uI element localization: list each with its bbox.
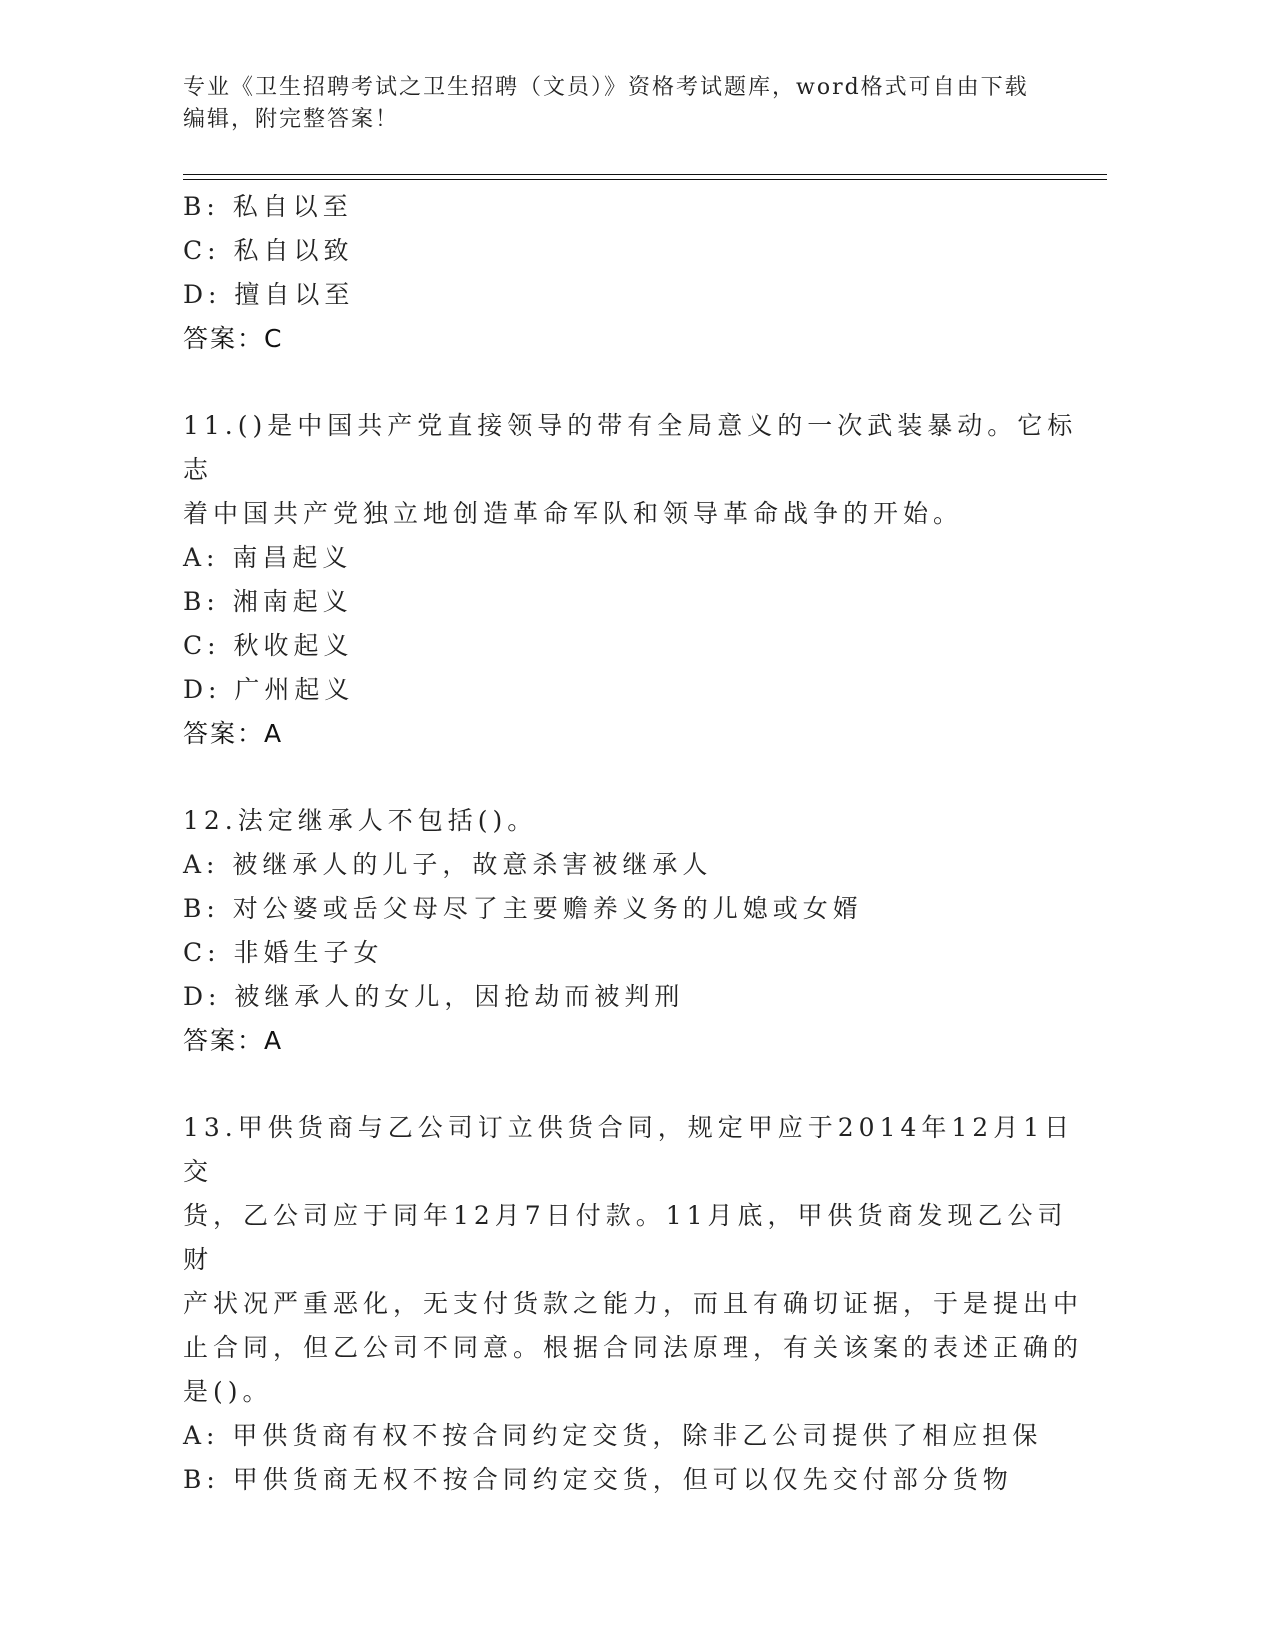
question-stem-line: 11.()是中国共产党直接领导的带有全局意义的一次武装暴动。它标志	[183, 411, 1078, 484]
question-stem-line: 13.甲供货商与乙公司订立供货合同，规定甲应于2014年12月1日交	[183, 1113, 1075, 1186]
question-stem-line: 是()。	[183, 1377, 273, 1406]
question-stem-line: 产状况严重恶化，无支付货款之能力，而且有确切证据，于是提出中	[183, 1289, 1084, 1318]
spacer	[183, 1063, 1083, 1106]
spacer	[183, 756, 1083, 799]
question-stem-line: 止合同，但乙公司不同意。根据合同法原理，有关该案的表述正确的	[183, 1333, 1084, 1362]
question-stem-line: 着中国共产党独立地创造革命军队和领导革命战争的开始。	[183, 499, 964, 528]
option-b: B: 甲供货商无权不按合同约定交货，但可以仅先交付部分货物	[183, 1465, 1013, 1494]
option-c: C: 秋收起义	[183, 631, 354, 660]
option-b: B: 湘南起义	[183, 587, 353, 616]
question-list	[183, 185, 1083, 1502]
question-block-12	[183, 799, 1083, 1063]
option-d: D: 擅自以至	[183, 280, 355, 309]
option-d: D: 被继承人的女儿，因抢劫而被判刑	[183, 982, 685, 1011]
header-line-2: 编辑，附完整答案！	[183, 107, 400, 132]
header-divider	[183, 174, 1107, 180]
spacer	[183, 361, 1083, 404]
option-a: A: 被继承人的儿子，故意杀害被继承人	[183, 850, 713, 879]
option-c: C: 非婚生子女	[183, 938, 384, 967]
option-a: A: 甲供货商有权不按合同约定交货，除非乙公司提供了相应担保	[183, 1421, 1043, 1450]
option-a: A: 南昌起义	[183, 543, 353, 572]
header-line-1: 专业《卫生招聘考试之卫生招聘（文员）》资格考试题库，word格式可自由下载	[183, 75, 1029, 100]
question-block-10	[183, 185, 1083, 361]
option-d: D: 广州起义	[183, 675, 355, 704]
answer-line: 答案：A	[183, 719, 284, 748]
question-block-11	[183, 404, 1083, 756]
page-header	[183, 72, 1083, 136]
option-b: B: 私自以至	[183, 192, 353, 221]
question-stem-line: 12.法定继承人不包括()。	[183, 806, 538, 835]
option-b: B: 对公婆或岳父母尽了主要赡养义务的儿媳或女婿	[183, 894, 863, 923]
answer-line: 答案：A	[183, 1026, 284, 1055]
question-stem-line: 货，乙公司应于同年12月7日付款。11月底，甲供货商发现乙公司财	[183, 1201, 1068, 1274]
option-c: C: 私自以致	[183, 236, 354, 265]
answer-line: 答案：C	[183, 324, 284, 353]
question-block-13	[183, 1106, 1083, 1502]
